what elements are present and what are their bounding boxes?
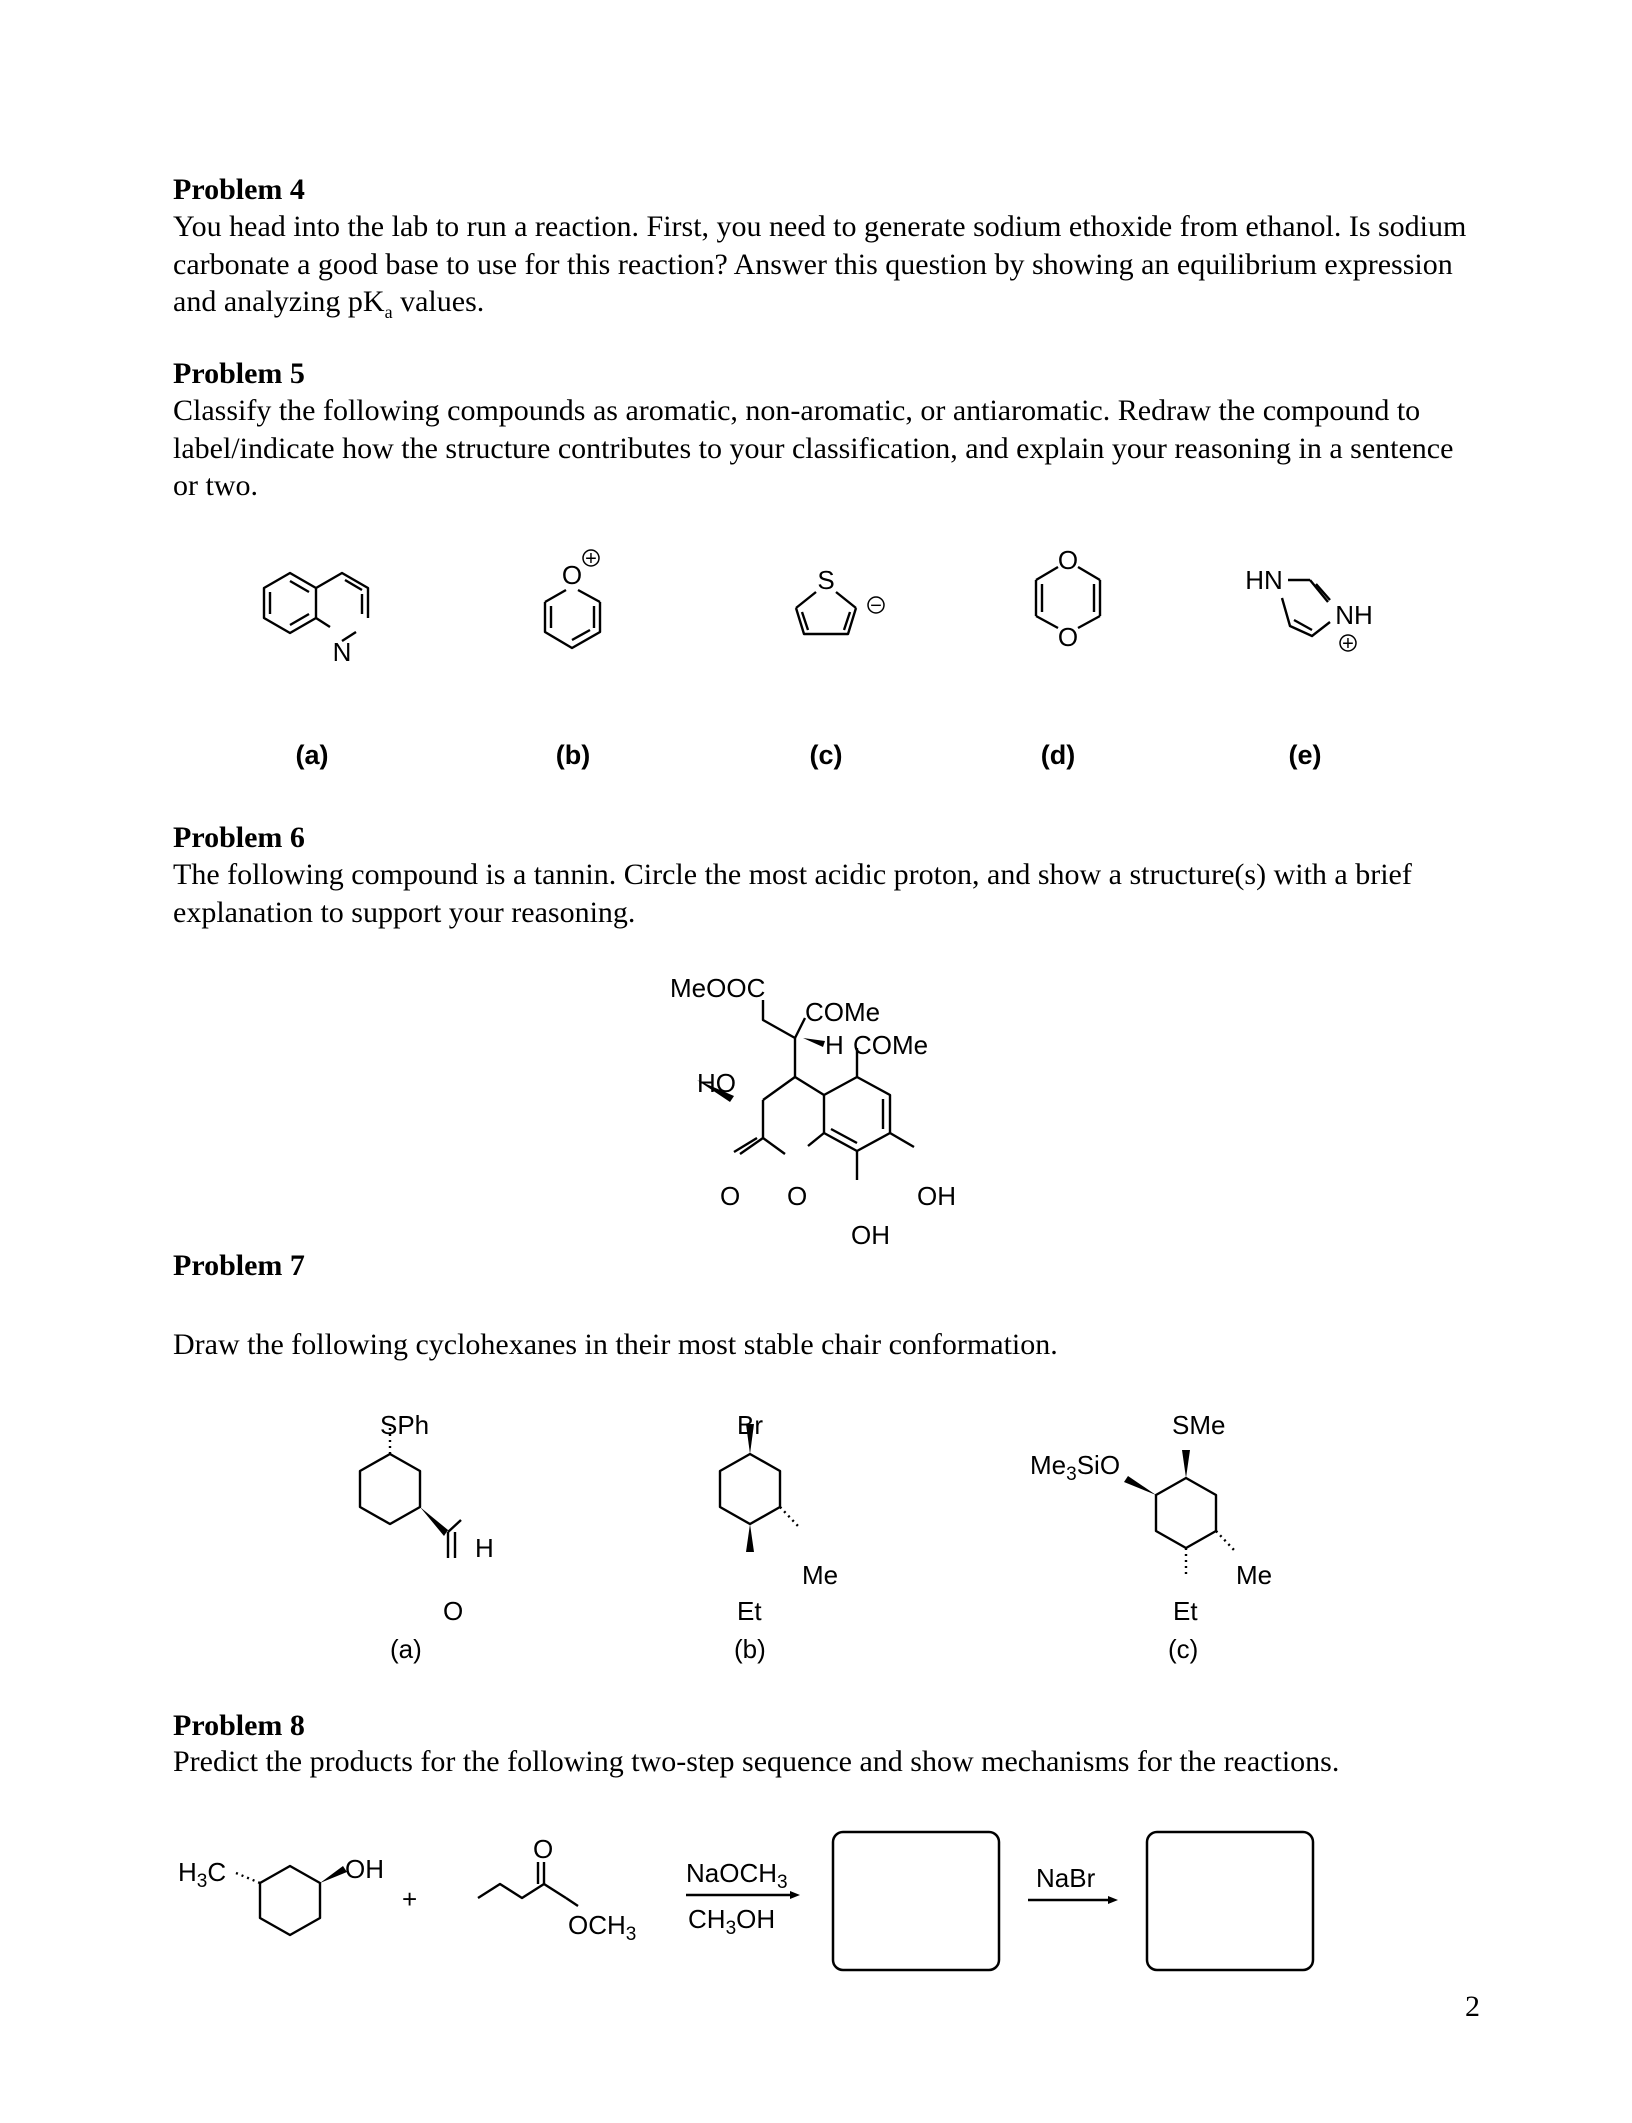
plus-sign: + [402,1884,418,1914]
group-h: H [475,1533,494,1563]
charge-plus: + [585,548,597,570]
problem-4-title: Problem 4 [173,173,305,206]
group-me3sio: $Me_3SiO$ [1030,1450,1121,1485]
wedge-bond [320,1866,347,1883]
reagent-nabr: NaBr [1036,1863,1096,1893]
product-box-1[interactable] [833,1832,999,1970]
group-sph: SPh [380,1410,430,1440]
problem-8-text: Predict the products for the following two-step sequence and show mechanisms for the reactions. [173,1745,1340,1778]
group-come-2: COMe [853,1030,929,1060]
group-o-1: O [720,1181,741,1211]
group-h3c: $H_3C$ [178,1857,227,1892]
charge-minus: − [870,595,882,617]
problem-5-text: Classify the following compounds as aromatic, non-aromatic, or antiaromatic. Redraw the compound to label/indicate how the structure contributes to your classification, and explain your reasoning in a sentence or two. [173,394,1454,502]
compound-label-b: (b) [555,740,591,770]
problem-4-text-end: values. [392,285,485,318]
arrow-head [790,1891,800,1899]
atom-n: N [332,637,352,667]
group-o: O [443,1596,464,1626]
group-br: Br [737,1410,763,1440]
compound-label-c: (c) [809,740,843,770]
cyclohexane-label-b: (b) [734,1634,766,1664]
cyclohexane-label-a: (a) [390,1634,422,1664]
pka-subscript: a [384,302,393,322]
compound-label-a: (a) [295,740,329,770]
group-och3: $OCH_3$ [568,1910,637,1945]
problem-6-text: The following compound is a tannin. Circle the most acidic proton, and show a structure(s) with a brief explanation to support your reasoning. [173,858,1412,929]
group-come-1: COMe [805,997,881,1027]
group-meooc: MeOOC [670,973,766,1003]
compound-label-d: (d) [1040,740,1076,770]
ester-o: O [533,1834,554,1864]
group-oh: OH [345,1854,384,1884]
problem-6-title: Problem 6 [173,821,305,854]
problem-7-text: Draw the following cyclohexanes in their most stable chair conformation. [173,1328,1058,1361]
group-h: H [825,1030,844,1060]
charge-plus: + [1342,633,1354,655]
atom-o-top: O [1057,545,1079,575]
problem-5-title: Problem 5 [173,357,305,390]
problem-4-text-main: You head into the lab to run a reaction. First, you need to generate sodium ethoxide from ethanol. Is sodium carbonate a good base to use for this reaction? Answer this question by showing an equilibrium expression and analyzing pK [173,210,1467,318]
product-box-2[interactable] [1147,1832,1313,1970]
group-ho: HO [697,1068,736,1098]
group-oh-right: OH [917,1181,956,1211]
page-number: 2 [1465,1990,1480,2023]
reagent-naoch3: NaOCH$_3$ [686,1858,788,1893]
group-o-2: O [787,1181,808,1211]
group-sme: SMe [1172,1410,1226,1440]
atom-hn: HN [1245,565,1283,595]
problem-7-title: Problem 7 [173,1249,305,1282]
atom-nh: NH [1335,600,1373,630]
problem-8-title: Problem 8 [173,1709,305,1742]
arrow-head [1108,1896,1118,1904]
group-me: Me [802,1560,839,1590]
reagent-ch3oh: $CH_3OH$ [688,1904,776,1939]
compound-label-e: (e) [1288,740,1322,770]
cyclohexane-label-c: (c) [1168,1634,1199,1664]
group-et: Et [1173,1596,1198,1626]
cyclohexanol-ring [260,1866,320,1935]
atom-s: S [817,565,835,595]
atom-o: O [561,560,583,590]
group-oh-bottom: OH [851,1220,890,1250]
group-et: Et [737,1596,762,1626]
atom-o-bottom: O [1057,622,1079,652]
group-me: Me [1236,1560,1273,1590]
